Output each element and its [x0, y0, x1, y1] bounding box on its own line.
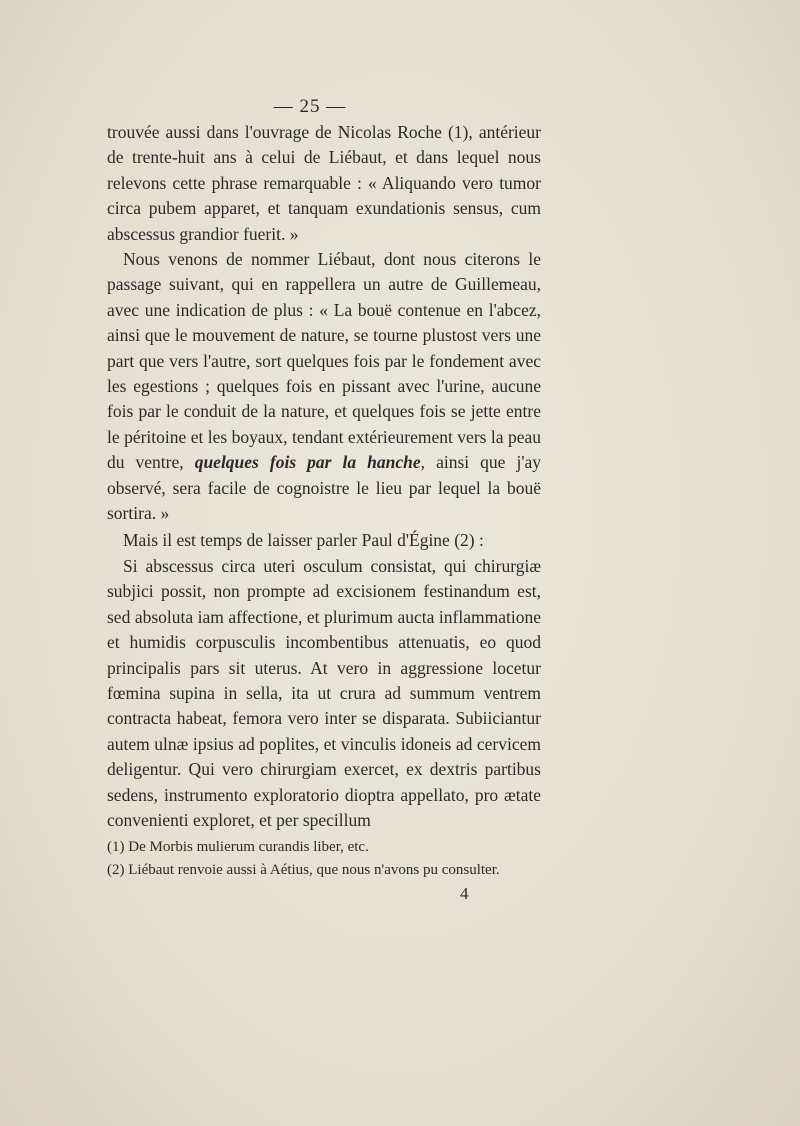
paragraph-1: trouvée aussi dans l'ouvrage de Nicolas Roche (1), antérieur de trente-huit ans à celui de Liébaut, et dans lequel nous relevons cette phrase remarquable : « Aliquando vero tumor circa pubem apparet, et tanquam exundationis sensus, cum abscessus grandior fuerit. » — [107, 122, 541, 244]
page-number: — 25 — — [273, 96, 347, 117]
paragraph-3: Mais il est temps de laisser parler Paul d'Égine (2) : — [123, 529, 484, 550]
body-text — [107, 120, 541, 833]
paragraph-2 — [107, 247, 541, 526]
paragraph-2-end: , ainsi que j'ay observé, sera facile de cognoistre le lieu par lequel la bouë sortira. » — [107, 452, 542, 524]
paragraph-4: Si abscessus circa uteri osculum consistat, qui chirurgiæ subjici possit, non prompte ad excisionem festinandum est, sed absoluta iam affectione, et plurimum aucta inflammatione et humidis corpusculis incombentibus attenuatis, eo quod principalis pars sit uterus. At vero in aggressione locetur fœmina supina in sella, ita ut crura ad summum ventrem contracta habeat, femora vero inter se disparata. Subiiciantur autem ulnæ ipsius ad poplites, et vinculis idoneis ad cervicem deligentur. Qui vero chirurgiam exercet, ex dextris partibus sedens, instrumento exploratorio dioptra appellato, pro ætate convenienti exploret, et per specillum — [107, 555, 541, 830]
signature-mark: 4 — [460, 884, 469, 903]
paragraph-2-emphasis: quelques fois par la hanche — [194, 452, 421, 473]
paragraph-2-start: Nous venons de nommer Liébaut, dont nous citerons le passage suivant, qui en rappellera un autre de Guillemeau, avec une indication de plus : « La bouë contenue en l'abcez, ainsi que le mouvement de nature, se tourne plustost vers une part que vers l'autre, sort quelques fois par le fondement avec les egestions ; quelques fois en pissant avec l'urine, aucune fois par le conduit de la nature, et quelques fois se jette entre le péritoine et les boyaux, tendant extérieurement vers la peau du ventre, — [107, 249, 541, 473]
footnote-2: (2) Liébaut renvoie aussi à Aétius, que nous n'avons pu consulter. — [107, 862, 500, 878]
footnote-1: (1) De Morbis mulierum curandis liber, etc. — [107, 839, 369, 855]
footnotes — [107, 836, 543, 882]
